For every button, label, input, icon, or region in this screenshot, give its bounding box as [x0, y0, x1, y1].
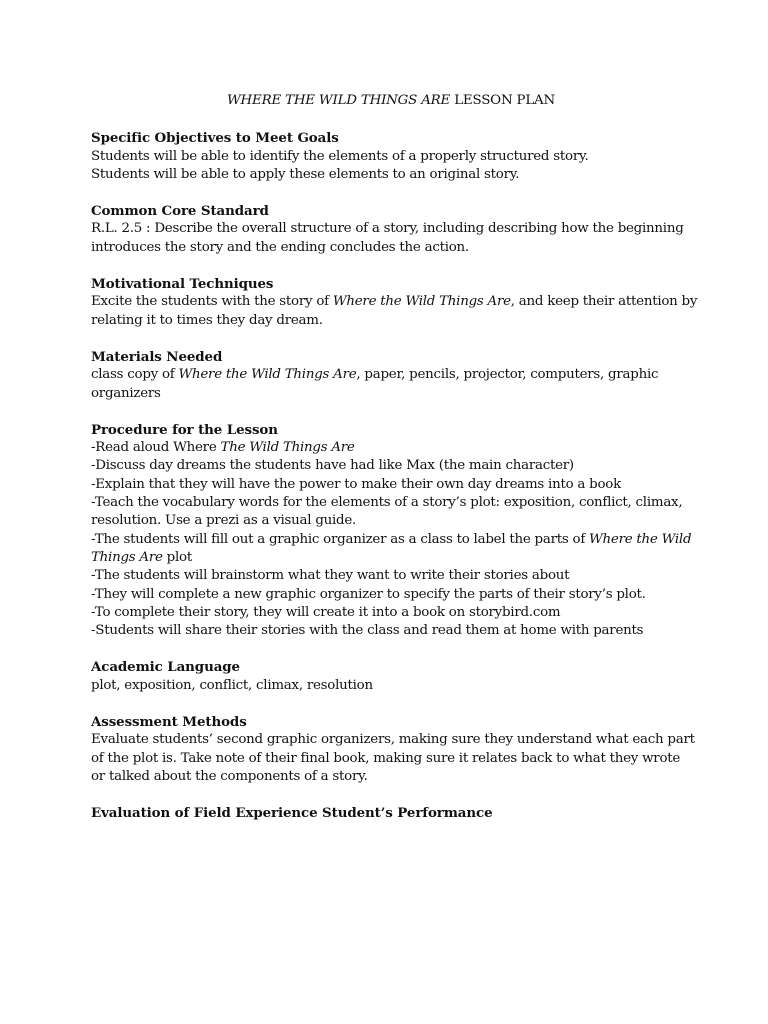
- assessment-line: of the plot is. Take note of their final book, making sure it relates back to what they wrote: [91, 750, 681, 766]
- standard-line: introduces the story and the ending concludes the action.: [91, 239, 469, 255]
- materials-line: organizers: [91, 385, 161, 401]
- standard-heading: Common Core Standard: [91, 203, 269, 220]
- evaluation-heading: Evaluation of Field Experience Student’s Performance: [91, 805, 493, 822]
- motivation-line: relating it to times they day dream.: [91, 312, 323, 328]
- motivation-line: [91, 293, 698, 311]
- section-evaluation: [91, 804, 691, 822]
- motivation-heading: Motivational Techniques: [91, 276, 274, 293]
- section-materials: [91, 348, 691, 403]
- objectives-line: Students will be able to identify the elements of a properly structured story.: [91, 148, 589, 164]
- procedure-step: [91, 549, 691, 567]
- section-standard: [91, 202, 691, 257]
- procedure-step: -To complete their story, they will create it into a book on storybird.com: [91, 604, 561, 620]
- procedure-text: -The students will fill out a graphic organizer as a class to label the parts of: [91, 531, 590, 547]
- procedure-heading: Procedure for the Lesson: [91, 421, 278, 438]
- assessment-line: Evaluate students’ second graphic organizers, making sure they understand what each part: [91, 732, 695, 748]
- procedure-book-name: Where the Wild: [589, 531, 692, 547]
- objectives-heading: Specific Objectives to Meet Goals: [91, 130, 339, 147]
- materials-line: [91, 366, 691, 384]
- materials-heading: Materials Needed: [91, 348, 223, 365]
- assessment-line: or talked about the components of a story.: [91, 768, 368, 784]
- procedure-step: [91, 531, 691, 549]
- procedure-step: -Discuss day dreams the students have had like Max (the main character): [91, 458, 574, 474]
- procedure-step: [91, 439, 691, 457]
- section-objectives: [91, 129, 691, 184]
- document-title: [91, 92, 691, 110]
- procedure-step: -Teach the vocabulary words for the elements of a story’s plot: exposition, conflict, climax,: [91, 495, 683, 511]
- procedure-step: -Students will share their stories with the class and read them at home with parents: [91, 623, 644, 639]
- procedure-step: -They will complete a new graphic organizer to specify the parts of their story’s plot.: [91, 586, 646, 602]
- materials-text: class copy of: [91, 367, 179, 383]
- procedure-text: plot: [162, 549, 192, 565]
- academic-heading: Academic Language: [91, 659, 240, 676]
- materials-book-name: Where the Wild Things Are: [178, 367, 357, 383]
- procedure-step: -Explain that they will have the power to make their own day dreams into a book: [91, 476, 621, 492]
- procedure-book-name: The Wild Things Are: [220, 440, 355, 456]
- standard-line: R.L. 2.5 : Describe the overall structure of a story, including describing how the beginning: [91, 221, 684, 237]
- assessment-heading: Assessment Methods: [91, 714, 247, 731]
- procedure-step: resolution. Use a prezi as a visual guide.: [91, 513, 357, 529]
- procedure-book-name: Things Are: [91, 549, 163, 565]
- title-suffix: LESSON PLAN: [450, 93, 556, 108]
- section-motivation: [91, 275, 698, 330]
- objectives-line: Students will be able to apply these elements to an original story.: [91, 166, 520, 182]
- motivation-text: Excite the students with the story of: [91, 294, 333, 310]
- motivation-text: , and keep their attention by: [510, 294, 698, 310]
- title-book-name: WHERE THE WILD THINGS ARE: [226, 93, 451, 108]
- document-page: [91, 92, 698, 841]
- section-academic-language: [91, 658, 691, 695]
- motivation-book-name: Where the Wild Things Are: [332, 294, 511, 310]
- materials-text: , paper, pencils, projector, computers, graphic: [356, 367, 659, 383]
- section-procedure: [91, 421, 691, 641]
- procedure-step: -The students will brainstorm what they want to write their stories about: [91, 568, 570, 584]
- procedure-text: -Read aloud Where: [91, 440, 221, 456]
- academic-line: plot, exposition, conflict, climax, resolution: [91, 677, 373, 693]
- section-assessment: [91, 713, 695, 786]
